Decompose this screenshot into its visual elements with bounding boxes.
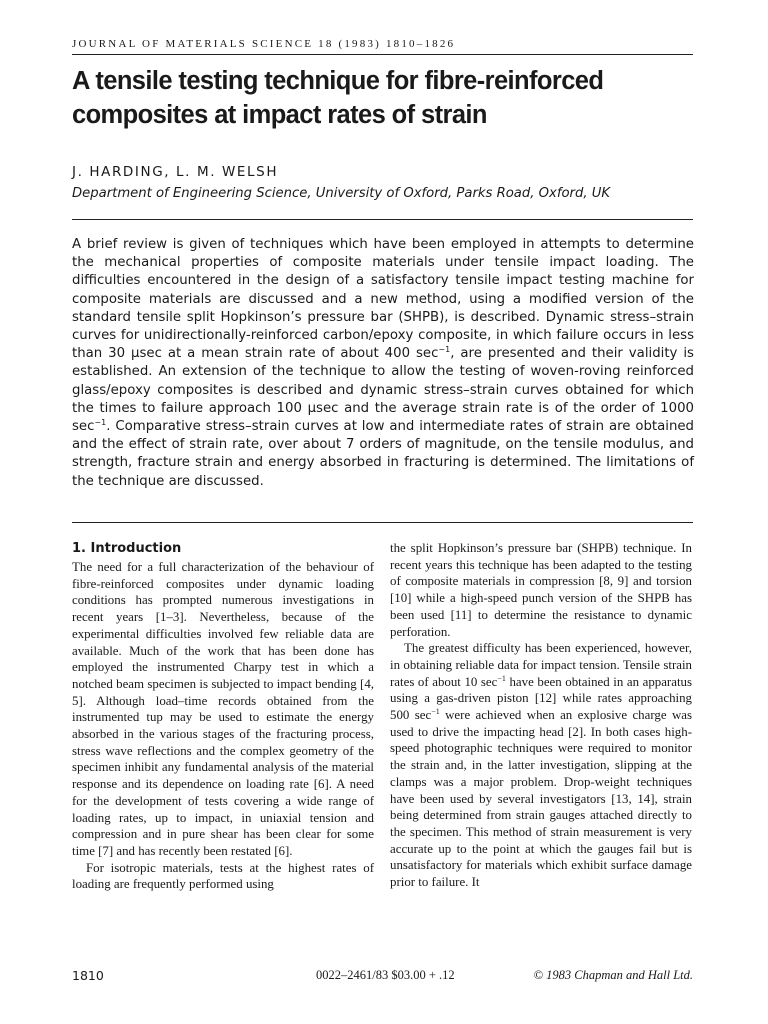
body-paragraph: The need for a full characterization of the behaviour of fibre-reinforced composites under dynamic loading conditions has prompted numerous investigations in recent years [1–3]. Nevertheless, because of the experimental difficulties involved few reliable data are available. Much of the work that has been done has employed the instrumented Charpy test in which a notched beam specimen is subjected to impact bending [4, 5]. Although load–time records obtained from the instrumented tup may be used to estimate the energy absorbed in the various stages of the fracturing process, stress wave reflections and the complex geometry of the specimen inhibit any fundamental analysis of the material response and its dependence on loading rate [6]. A need for the development of tests covering a wide range of loading rates, up to impact, in uniaxial tension and compression and in pure shear has been clear for some time [7] and has recently been restated [6]. <box>72 560 374 858</box>
article-authors: J. HARDING, L. M. WELSH <box>72 164 279 180</box>
abstract-bottom-rule <box>72 522 693 523</box>
issn-price: 0022–2461/83 $03.00 + .12 <box>316 968 455 982</box>
header-rule <box>72 54 693 55</box>
abstract <box>72 236 694 491</box>
body-superscript: −1 <box>431 707 440 717</box>
journal-header: JOURNAL OF MATERIALS SCIENCE 18 (1983) 1810–1826 <box>72 38 456 50</box>
abstract-text-2: , are presented and their validity is established. An extension of the technique to allow the testing of woven-roving reinforced glass/epoxy composites is described and dynamic stress–strain curves obtained for which the times to failure approach 100 μsec and the average strain rate is of the order of 1000 sec <box>72 346 694 435</box>
article-affiliation: Department of Engineering Science, University of Oxford, Parks Road, Oxford, UK <box>72 186 611 201</box>
body-text: have been obtained in an apparatus using a gas-driven piston [12] while rates approaching 500 sec <box>390 674 692 723</box>
body-text: were achieved when an explosive charge was used to drive the impacting head [2]. In both cases high-speed photographic techniques were required to monitor the strain and, in the latter investigation, slipping at the clamps was a major problem. Drop-weight techniques have been used by several investigators [13, 14], strain being determined from strain gauges attached directly to the specimen. This method of strain measurement is very accurate up to the point at which the gauges fail but is unsatisfactory for materials which exhibit surface damage prior to failure. It <box>390 708 692 890</box>
abstract-superscript-2: −1 <box>94 418 107 428</box>
abstract-superscript-1: −1 <box>438 345 451 355</box>
abstract-text-3: . Comparative stress–strain curves at low and intermediate rates of strain are obtained and the effect of strain rate, over about 7 orders of magnitude, on the tensile modulus, and strength, fracture strain and energy absorbed in fracturing is determined. The limitations of the technique are discussed. <box>72 419 694 489</box>
section-heading: 1. Introduction <box>72 541 182 556</box>
copyright-notice: © 1983 Chapman and Hall Ltd. <box>533 968 693 982</box>
abstract-text-1: A brief review is given of techniques which have been employed in attempts to determine the mechanical properties of composite materials under tensile impact loading. The difficulties encountered in the design of a satisfactory tensile impact testing machine for composite materials are discussed and a new method, using a modified version of the standard tensile split Hopkinson’s pressure bar (SHPB), is described. Dynamic stress–strain curves for unidirectionally-reinforced carbon/epoxy composite, in which failure occurs in less than 30 μsec at a mean strain rate of about 400 sec <box>72 237 694 362</box>
body-paragraph: the split Hopkinson’s pressure bar (SHPB) technique. In recent years this technique has been adapted to the testing of composite materials in compression [8, 9] and torsion [10] while a high-speed punch version of the SHPB has been used [11] to determine the resistance to dynamic perforation. <box>390 541 692 639</box>
abstract-top-rule <box>72 219 693 220</box>
body-superscript: −1 <box>497 673 506 683</box>
left-column <box>72 540 374 893</box>
body-text: The greatest difficulty has been experienced, however, in obtaining reliable data for impact tension. Tensile strain rates of about 10 sec <box>390 641 692 689</box>
article-title: A tensile testing technique for fibre-reinforced composites at impact rates of strain <box>72 67 604 129</box>
page-number: 1810 <box>72 968 104 983</box>
body-paragraph: For isotropic materials, tests at the highest rates of loading are frequently performed using <box>72 860 374 892</box>
right-column <box>390 540 692 891</box>
body-paragraph <box>390 640 692 891</box>
